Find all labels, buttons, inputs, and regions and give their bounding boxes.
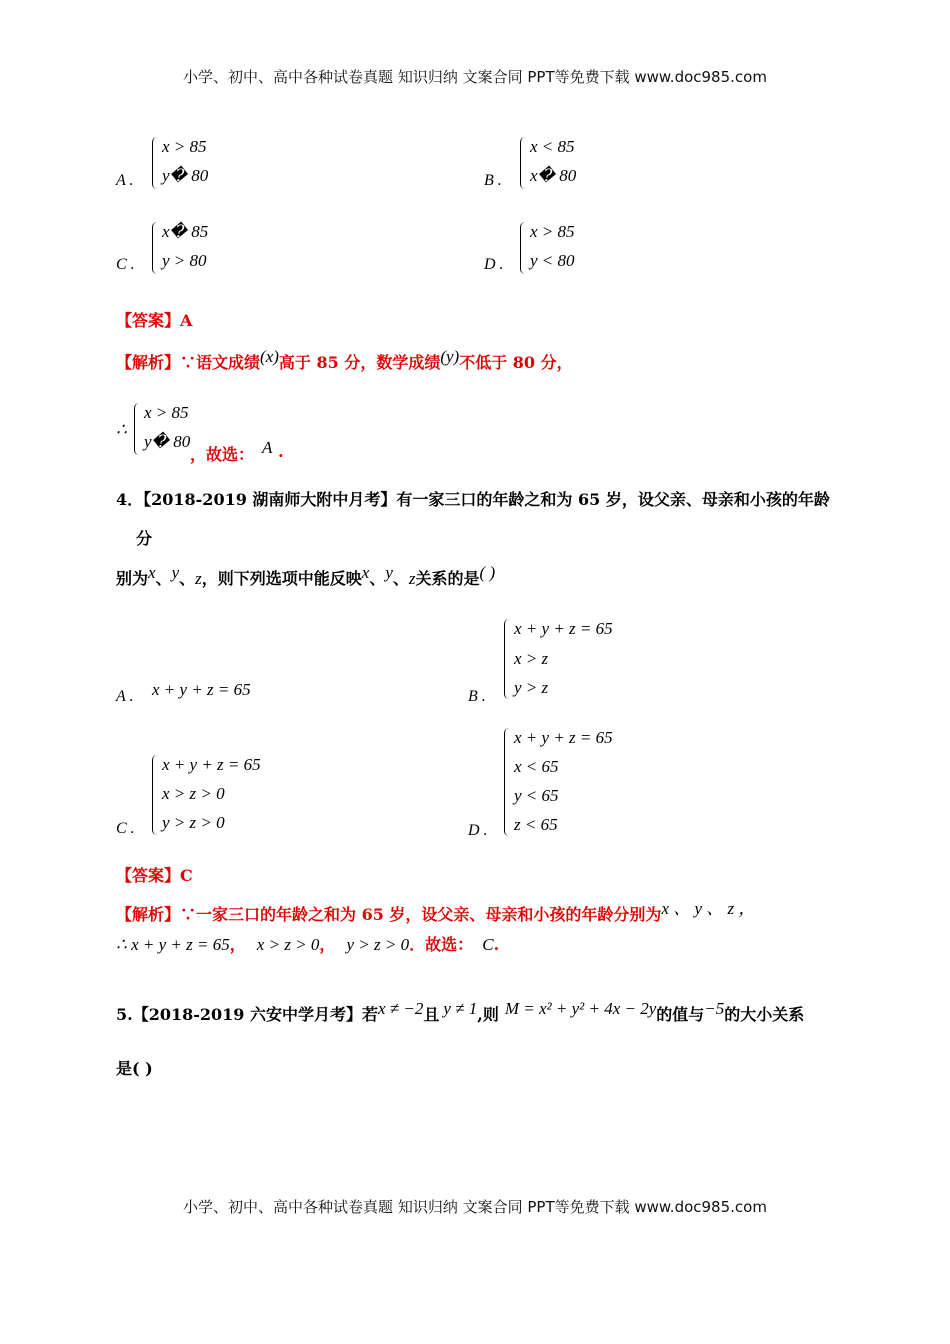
q4-stem-line2: 分 [136,529,153,548]
q4-answer: 【答案】C [116,866,193,885]
therefore-symbol: ∴ [116,420,127,439]
q4-stem-line1: 4．【2018-2019 湖南师大附中月考】有一家三口的年龄之和为 65 岁，设父亲、母亲和小孩的年龄 [116,490,830,509]
option-label: B . [484,172,502,189]
q4-conclusion: ∴ x + y + z = 65， x > z > 0， y > z > 0．故选： C. [116,935,500,954]
analysis-label: 【解析】 [116,905,181,924]
q5-stem-line2: 是( ) [116,1059,153,1078]
option-label: B . [468,688,486,705]
q4-stem-line3: 别为x、y、z，则下列选项中能反映x、y、z关系的是( ) [116,563,496,588]
q3-analysis: 【解析】∵语文成绩(x)高于 85 分，数学成绩(y)不低于 80 分， [116,347,573,372]
option-label: A . [116,172,134,189]
option-label: A . [116,688,134,705]
analysis-label: 【解析】 [116,353,181,372]
option-label: C . [116,820,135,837]
q5-stem-line1: 5.【2018-2019 六安中学月考】若x ≠ −2且 y ≠ 1,则 M = x² + y² + 4x − 2y的值与−5的大小关系 [116,999,805,1024]
equation: x + y + z = 65 [152,680,251,699]
option-label: D . [468,822,488,839]
q4-analysis: 【解析】∵一家三口的年龄之和为 65 岁，设父亲、母亲和小孩的年龄分别为x 、 y 、 z ， [116,899,756,924]
page-footer: 小学、初中、高中各种试卷真题 知识归纳 文案合同 PPT等免费下载 www.doc985.com [183,1198,767,1216]
q3-answer: 【答案】A [116,311,193,330]
option-label: D . [484,256,504,273]
option-label: C . [116,256,135,273]
page-header: 小学、初中、高中各种试卷真题 知识归纳 文案合同 PPT等免费下载 www.doc985.com [183,68,767,86]
